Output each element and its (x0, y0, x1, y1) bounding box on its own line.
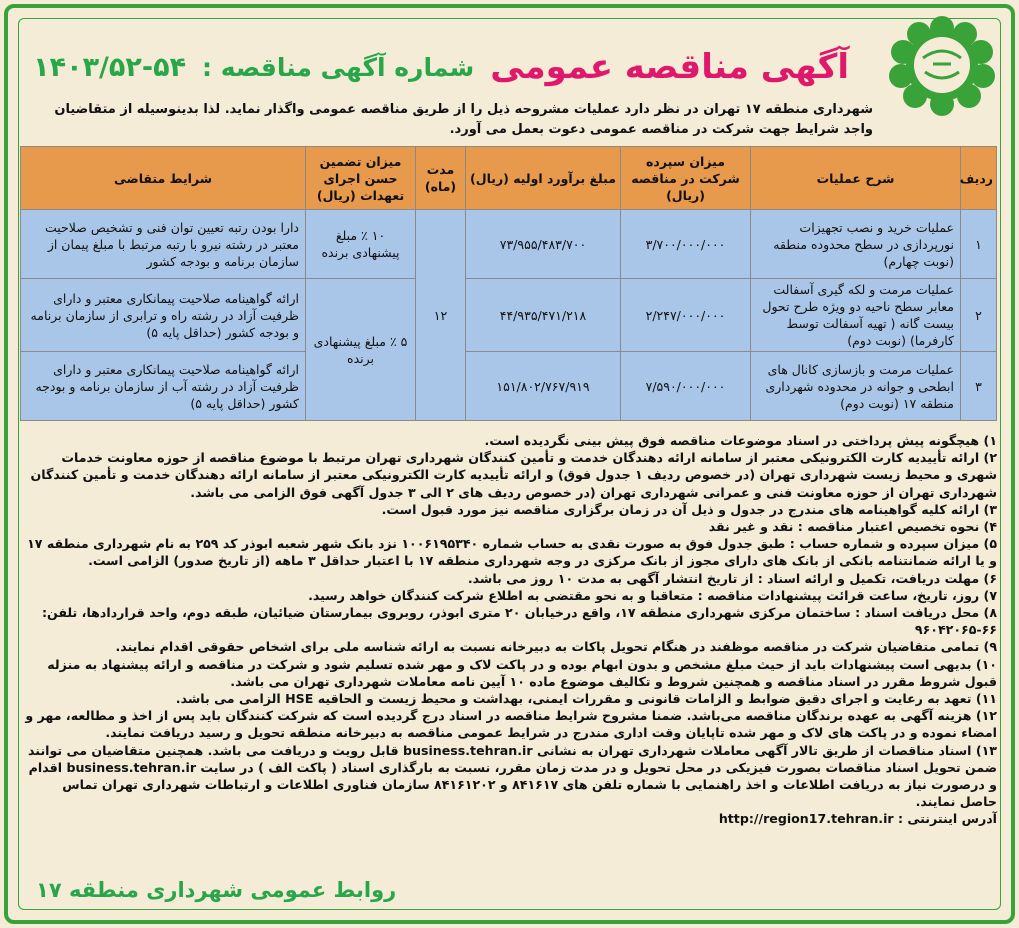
website-link[interactable]: http://region17.tehran.ir (718, 811, 894, 827)
note-item: ۲) ارائه تأییدیه کارت الکترونیکی معتبر از سامانه ارائه دهندگان خدمت و تأمین کنندگان شهرداری تهران مرتبط با موضوع مناقصه از حوزه معاونت خدمات شهری و محیط زیست شهرداری تهران (در خصوص ردیف ۱ جدول فوق) و ارائه تأییدیه کارت الکترونیکی معتبر از سامانه ارائه دهندگان خدمت و تأمین کنندگان شهرداری تهران از حوزه معاونت فنی و عمرانی شهرداری تهران (در خصوص ردیف های ۲ الی ۳ جدول آگهی فوق الزامی می باشد. (30, 450, 997, 500)
ad-number: ۱۴۰۳/۵۲-۵۴ (33, 51, 187, 83)
website-label: آدرس اینترنتی : (898, 811, 997, 827)
row-estimate: ۱۵۱/۸۰۲/۷۶۷/۹۱۹ (466, 352, 621, 421)
ad-title: آگهی مناقصه عمومی (490, 47, 849, 87)
note-item: ۱۳) اسناد مناقصات از طریق تالار آگهی معاملات شهرداری تهران به نشانی business.tehran.ir قابل رویت و دریافت می باشد. همچنین متقاضیان می توانند ضمن تحویل اسناد مناقصات بصورت فیزیکی در محل تحویل و در مدت زمان مقرر، نسبت به بارگذاری اسناد ( پاکت الف ) در سایت business.tehran.ir اقدام و درصورت نیاز به دریافت اطلاعات و اخذ راهنمایی با شماره تلفن های ۸۴۱۶۱۷ و ۸۴۱۶۱۲۰۲ سازمان فناوری اطلاعات و ارتباطات شهرداری تهران تماس حاصل نمایند. (28, 742, 997, 810)
row-description: عملیات خرید و نصب تجهیزات نورپردازی در سطح محدوده منطقه (نوبت چهارم) (751, 210, 961, 279)
note-item: ۱۰) بدیهی است پیشنهادات باید از حیث مبلغ مشخص و بدون ابهام بوده و در پاکت لاک و مهر شده تسلیم شود و شرکت در مناقصه و ارائه پیشنهاد به منزله قبول شروط مقرر در اسناد مناقصه و همچنین شروط و تکالیف موضوع ماده ۱۰ آیین نامه معاملات شهرداری تهران می باشد. (47, 656, 997, 689)
note-item: ۷) روز، تاریخ، ساعت قرائت پیشنهادات مناقصه : متعاقبا و به نحو مقتضی به اطلاع شرکت کنندگان خواهد رسید. (308, 587, 997, 603)
header-conditions: شرایط متقاضی (21, 147, 306, 210)
header-description: شرح عملیات (751, 147, 961, 210)
row-number: ۳ (961, 352, 997, 421)
note-item: ۶) مهلت دریافت، تکمیل و ارائه اسناد : از تاریخ انتشار آگهی به مدت ۱۰ روز می باشد. (467, 570, 997, 586)
note-item: ۳) ارائه کلیه گواهینامه های مندرج در جدول و ذیل آن در زمان برگزاری مناقصه نیز مورد قبول است. (381, 501, 997, 517)
guarantee-cell-row1: ۱۰ ٪ مبلغ پیشنهادی برنده (306, 210, 416, 279)
row-deposit: ۳/۷۰۰/۰۰۰/۰۰۰ (621, 210, 751, 279)
row-conditions: ارائه گواهینامه صلاحیت پیمانکاری معتبر و دارای ظرفیت آزاد در رشته راه و ترابری از سازمان برنامه و بودجه کشور (حداقل پایه ۵) (21, 279, 306, 352)
table-row (21, 210, 997, 279)
table-header-row (21, 147, 997, 210)
row-estimate: ۷۳/۹۵۵/۴۸۳/۷۰۰ (466, 210, 621, 279)
table-row (21, 279, 997, 352)
note-item: ۱) هیچگونه پیش پرداختی در اسناد موضوعات مناقصه فوق پیش بینی نگردیده است. (484, 433, 997, 448)
note-item: ۴) نحوه تخصیص اعتبار مناقصه : نقد و غیر نقد (708, 519, 997, 535)
tehran-municipality-logo-icon (883, 14, 1001, 116)
row-conditions: دارا بودن رتبه تعیین توان فنی و تشخیص صلاحیت معتبر در رشته نیرو با رتبه مرتبط با مبلغ پیمان از سازمان برنامه و بودجه کشور (21, 210, 306, 279)
intro-text: در نظر دارد عملیات مشروحه ذیل را از طریق مناقصه عمومی واگذار نماید. لذا بدینوسیله از متقاضیان واجد شرایط جهت شرکت در مناقصه عمومی دعوت بعمل می آورد. (54, 102, 873, 137)
note-item: ۱۲) هزینه آگهی به عهده برندگان مناقصه می‌باشد. ضمنا مشروح شرایط مناقصه در اسناد درج گردیده است که شرکت کنندگان باید پس از اخذ و مطالعه، مهر و امضاء نموده و در پاکت های لاک و مهر شده تاپایان وقت اداری مندرج در شرایط عمومی مناقصه به دبیرخانه منطقه تحویل و رسید دریافت نمایند. (25, 708, 997, 741)
intro-paragraph (22, 100, 873, 140)
row-conditions: ارائه گواهینامه صلاحیت پیمانکاری معتبر و دارای ظرفیت آزاد در رشته آب از سازمان برنامه و بودجه کشور (حداقل پایه ۵) (21, 352, 306, 421)
row-number: ۲ (961, 279, 997, 352)
ad-number-label: شماره آگهی مناقصه : (202, 52, 475, 82)
row-deposit: ۷/۵۹۰/۰۰۰/۰۰۰ (621, 352, 751, 421)
operations-table (20, 146, 997, 421)
note-item: ۸) محل دریافت اسناد : ساختمان مرکزی شهرداری منطقه ۱۷، واقع درخیابان ۲۰ متری ابوذر، روبروی بیمارستان ضیائیان، طبقه دوم، واحد قراردادها، تلفن: ۶۶-۹۶۰۴۲۰۶۵ (41, 605, 997, 638)
note-item: ۵) میزان سپرده و شماره حساب : طبق جدول فوق به صورت نقدی به حساب شماره ۱۰۰۶۱۹۵۳۴۰ نزد بانک شهر شعبه ابوذر کد ۲۵۹ به نام شهرداری منطقه ۱۷ و یا ارائه ضمانتنامه بانکی از بانک های دارای مجوز از بانک مرکزی در وجه شهرداری منطقه ۱۷ با اعتبار حداقل ۳ ماهه (از تاریخ صدور) الزامی است. (27, 536, 997, 569)
notes-list (22, 432, 997, 828)
guarantee-cell-rows23: ۵ ٪ مبلغ پیشنهادی برنده (306, 279, 416, 421)
title-line (33, 44, 849, 90)
header-estimate: مبلغ برآورد اولیه (ریال) (466, 147, 621, 210)
note-item: ۹) تمامی متقاضیان شرکت در مناقصه موظفند در هنگام تحویل پاکات به دبیرخانه نسبت به ارائه شناسه ملی برای اشخاص حقوقی اقدام نمایند. (115, 639, 997, 655)
header-row-number: ردیف (961, 147, 997, 210)
header-guarantee: میزان تضمین حسن اجرای تعهدات (ریال) (306, 147, 416, 210)
website-line (22, 810, 997, 827)
public-relations-signature: روابط عمومی شهرداری منطقه ۱۷ (36, 878, 397, 902)
row-estimate: ۴۴/۹۳۵/۴۷۱/۲۱۸ (466, 279, 621, 352)
duration-cell: ۱۲ (416, 210, 466, 421)
row-deposit: ۲/۲۴۷/۰۰۰/۰۰۰ (621, 279, 751, 352)
note-item: ۱۱) تعهد به رعایت و اجرای دقیق ضوابط و الزامات قانونی و مقررات ایمنی، بهداشت و محیط زیست و الحاقیه HSE الزامی می باشد. (175, 691, 997, 707)
table-row (21, 352, 997, 421)
row-number: ۱ (961, 210, 997, 279)
row-description: عملیات مرمت و لکه گیری آسفالت معابر سطح ناحیه دو ویژه طرح تحول بیست گانه ( تهیه آسفالت توسط کارفرما) (نوبت دوم) (751, 279, 961, 352)
header-duration: مدت (ماه) (416, 147, 466, 210)
row-description: عملیات مرمت و بازسازی کانال های ابطحی و جوانه در محدوده شهرداری منطقه ۱۷ (نوبت دوم) (751, 352, 961, 421)
organization-name: شهرداری منطقه ۱۷ تهران (703, 102, 873, 117)
header-deposit: میزان سپرده شرکت در مناقصه (ریال) (621, 147, 751, 210)
